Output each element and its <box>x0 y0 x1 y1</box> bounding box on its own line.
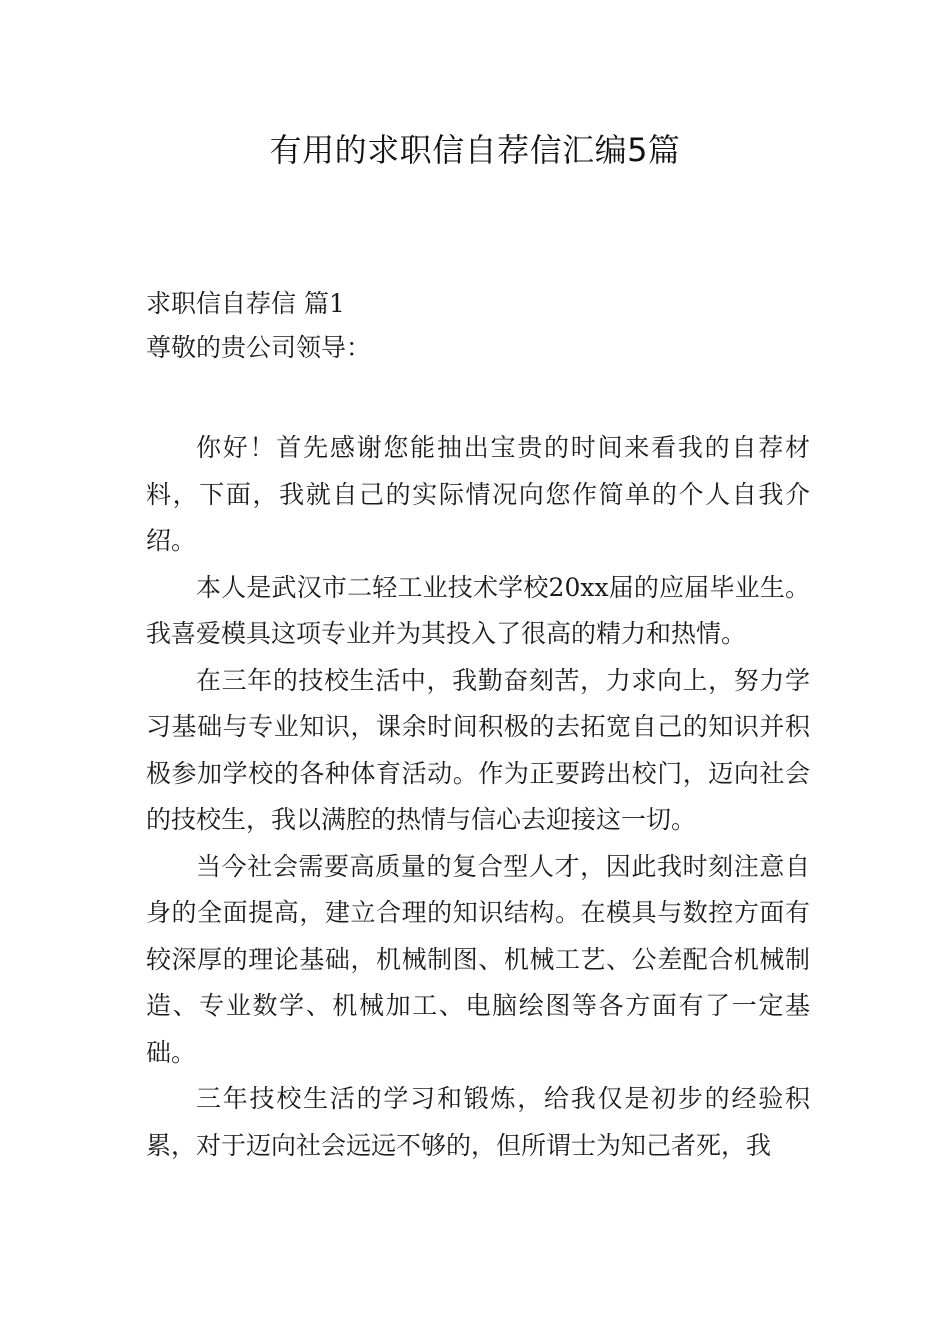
letter-body <box>146 425 810 1169</box>
body-paragraph: 在三年的技校生活中，我勤奋刻苦，力求向上，努力学习基础与专业知识，课余时间积极的去拓宽自己的知识并积极参加学校的各种体育活动。作为正要跨出校门，迈向社会的技校生，我以满腔的热情与信心去迎接这一切。 <box>146 665 810 834</box>
body-paragraph: 三年技校生活的学习和锻炼，给我仅是初步的经验积累，对于迈向社会远远不够的，但所谓士为知己者死，我 <box>146 1084 810 1160</box>
body-paragraph: 本人是武汉市二轻工业技术学校20xx届的应届毕业生。我喜爱模具这项专业并为其投入了很高的精力和热情。 <box>146 572 810 648</box>
letter-header <box>146 282 810 370</box>
body-paragraph: 你好！首先感谢您能抽出宝贵的时间来看我的自荐材料，下面，我就自己的实际情况向您作简单的个人自我介绍。 <box>146 433 810 555</box>
section-heading: 求职信自荐信 篇1 <box>146 289 345 318</box>
document-title: 有用的求职信自荐信汇编5篇 <box>269 131 681 169</box>
salutation: 尊敬的贵公司领导： <box>146 333 372 362</box>
body-paragraph: 当今社会需要高质量的复合型人才，因此我时刻注意自身的全面提高，建立合理的知识结构。在模具与数控方面有较深厚的理论基础，机械制图、机械工艺、公差配合机械制造、专业数学、机械加工、电脑绘图等各方面有了一定基础。 <box>146 851 810 1067</box>
